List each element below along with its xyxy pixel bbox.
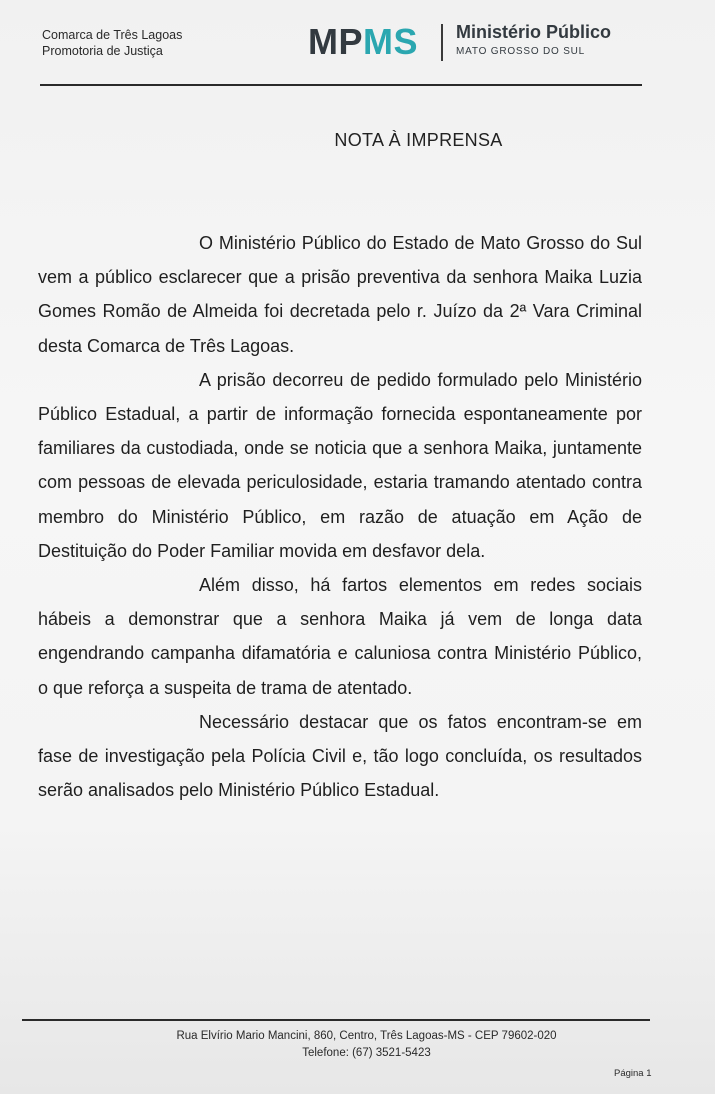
logo-title: Ministério Público xyxy=(456,22,612,42)
logo-subtitle: MATO GROSSO DO SUL xyxy=(456,46,586,57)
logo-mark-mp: MP xyxy=(308,21,363,62)
header-rule xyxy=(40,84,642,86)
office-promotoria: Promotoria de Justiça xyxy=(42,44,163,58)
page-number: Página 1 xyxy=(614,1068,652,1079)
footer-phone: Telefone: (67) 3521-5423 xyxy=(302,1047,431,1059)
mpms-logo xyxy=(308,22,418,62)
logo-mark-ms: MS xyxy=(363,21,418,62)
paragraph-3: Além disso, há fartos elementos em redes sociais hábeis a demonstrar que a senhora Maika já vem de longa data engendrando campanha difamatória e caluniosa contra Ministério Público, o que reforça a suspeita de trama de atentado. xyxy=(38,575,642,698)
paragraph-4: Necessário destacar que os fatos encontram-se em fase de investigação pela Polícia Civil e, tão logo concluída, os resultados serão analisados pelo Ministério Público Estadual. xyxy=(38,711,642,801)
office-header xyxy=(42,27,182,59)
office-comarca: Comarca de Três Lagoas xyxy=(42,28,183,42)
footer xyxy=(0,1028,715,1062)
paragraph-1: O Ministério Público do Estado de Mato Grosso do Sul vem a público esclarecer que a prisão preventiva da senhora Maika Luzia Gomes Romão de Almeida foi decretada pelo r. Juízo da 2ª Vara Criminal desta Comarca de Três Lagoas. xyxy=(38,233,642,356)
document-title: NOTA À IMPRENSA xyxy=(334,130,503,150)
document-body xyxy=(38,226,642,807)
footer-rule xyxy=(22,1019,650,1021)
paragraph-2: A prisão decorreu de pedido formulado pelo Ministério Público Estadual, a partir de informação fornecida espontaneamente por familiares da custodiada, onde se noticia que a senhora Maika, juntamente com pessoas de elevada periculosidade, estaria tramando atentado contra membro do Ministério Público, em razão de atuação em Ação de Destituição do Poder Familiar movida em desfavor dela. xyxy=(38,369,642,561)
logo-divider xyxy=(441,24,443,61)
footer-address: Rua Elvírio Mario Mancini, 860, Centro, Três Lagoas-MS - CEP 79602-020 xyxy=(176,1030,557,1042)
